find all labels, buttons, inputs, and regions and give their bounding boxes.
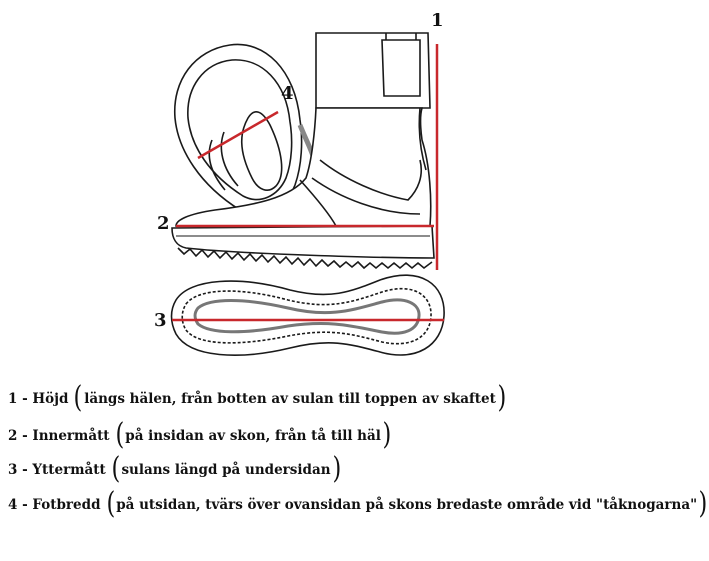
close-paren: )	[497, 380, 507, 415]
close-paren: )	[382, 417, 392, 452]
marker-height: 1	[431, 10, 444, 31]
open-paren: (	[105, 486, 115, 521]
legend-item-height	[8, 382, 508, 416]
legend-item-foot-width	[8, 488, 709, 522]
close-paren: )	[331, 451, 341, 486]
legend-desc: längs hälen, från botten av sulan till toppen av skaftet	[84, 391, 496, 407]
legend-desc: sulans längd på undersidan	[121, 462, 331, 478]
open-paren: (	[73, 380, 83, 415]
open-paren: (	[115, 417, 124, 452]
close-paren: )	[698, 486, 708, 521]
marker-foot-width: 4	[281, 83, 294, 104]
sole-bottom-view	[172, 275, 445, 355]
marker-outer-length: 3	[154, 310, 167, 331]
legend-desc: på insidan av skon, från tå till häl	[125, 428, 381, 444]
legend-term: 3 - Yttermått	[8, 462, 106, 478]
legend-term: 4 - Fotbredd	[8, 497, 101, 513]
legend-term: 2 - Innermått	[8, 428, 110, 444]
legend-desc: på utsidan, tvärs över ovansidan på skons bredaste område vid "tåknogarna"	[116, 497, 698, 513]
marker-inner-length: 2	[157, 213, 170, 234]
open-paren: (	[111, 451, 120, 486]
legend-item-inner-length	[8, 419, 393, 453]
legend-term: 1 - Höjd	[8, 391, 69, 407]
legend-item-outer-length	[8, 453, 342, 487]
